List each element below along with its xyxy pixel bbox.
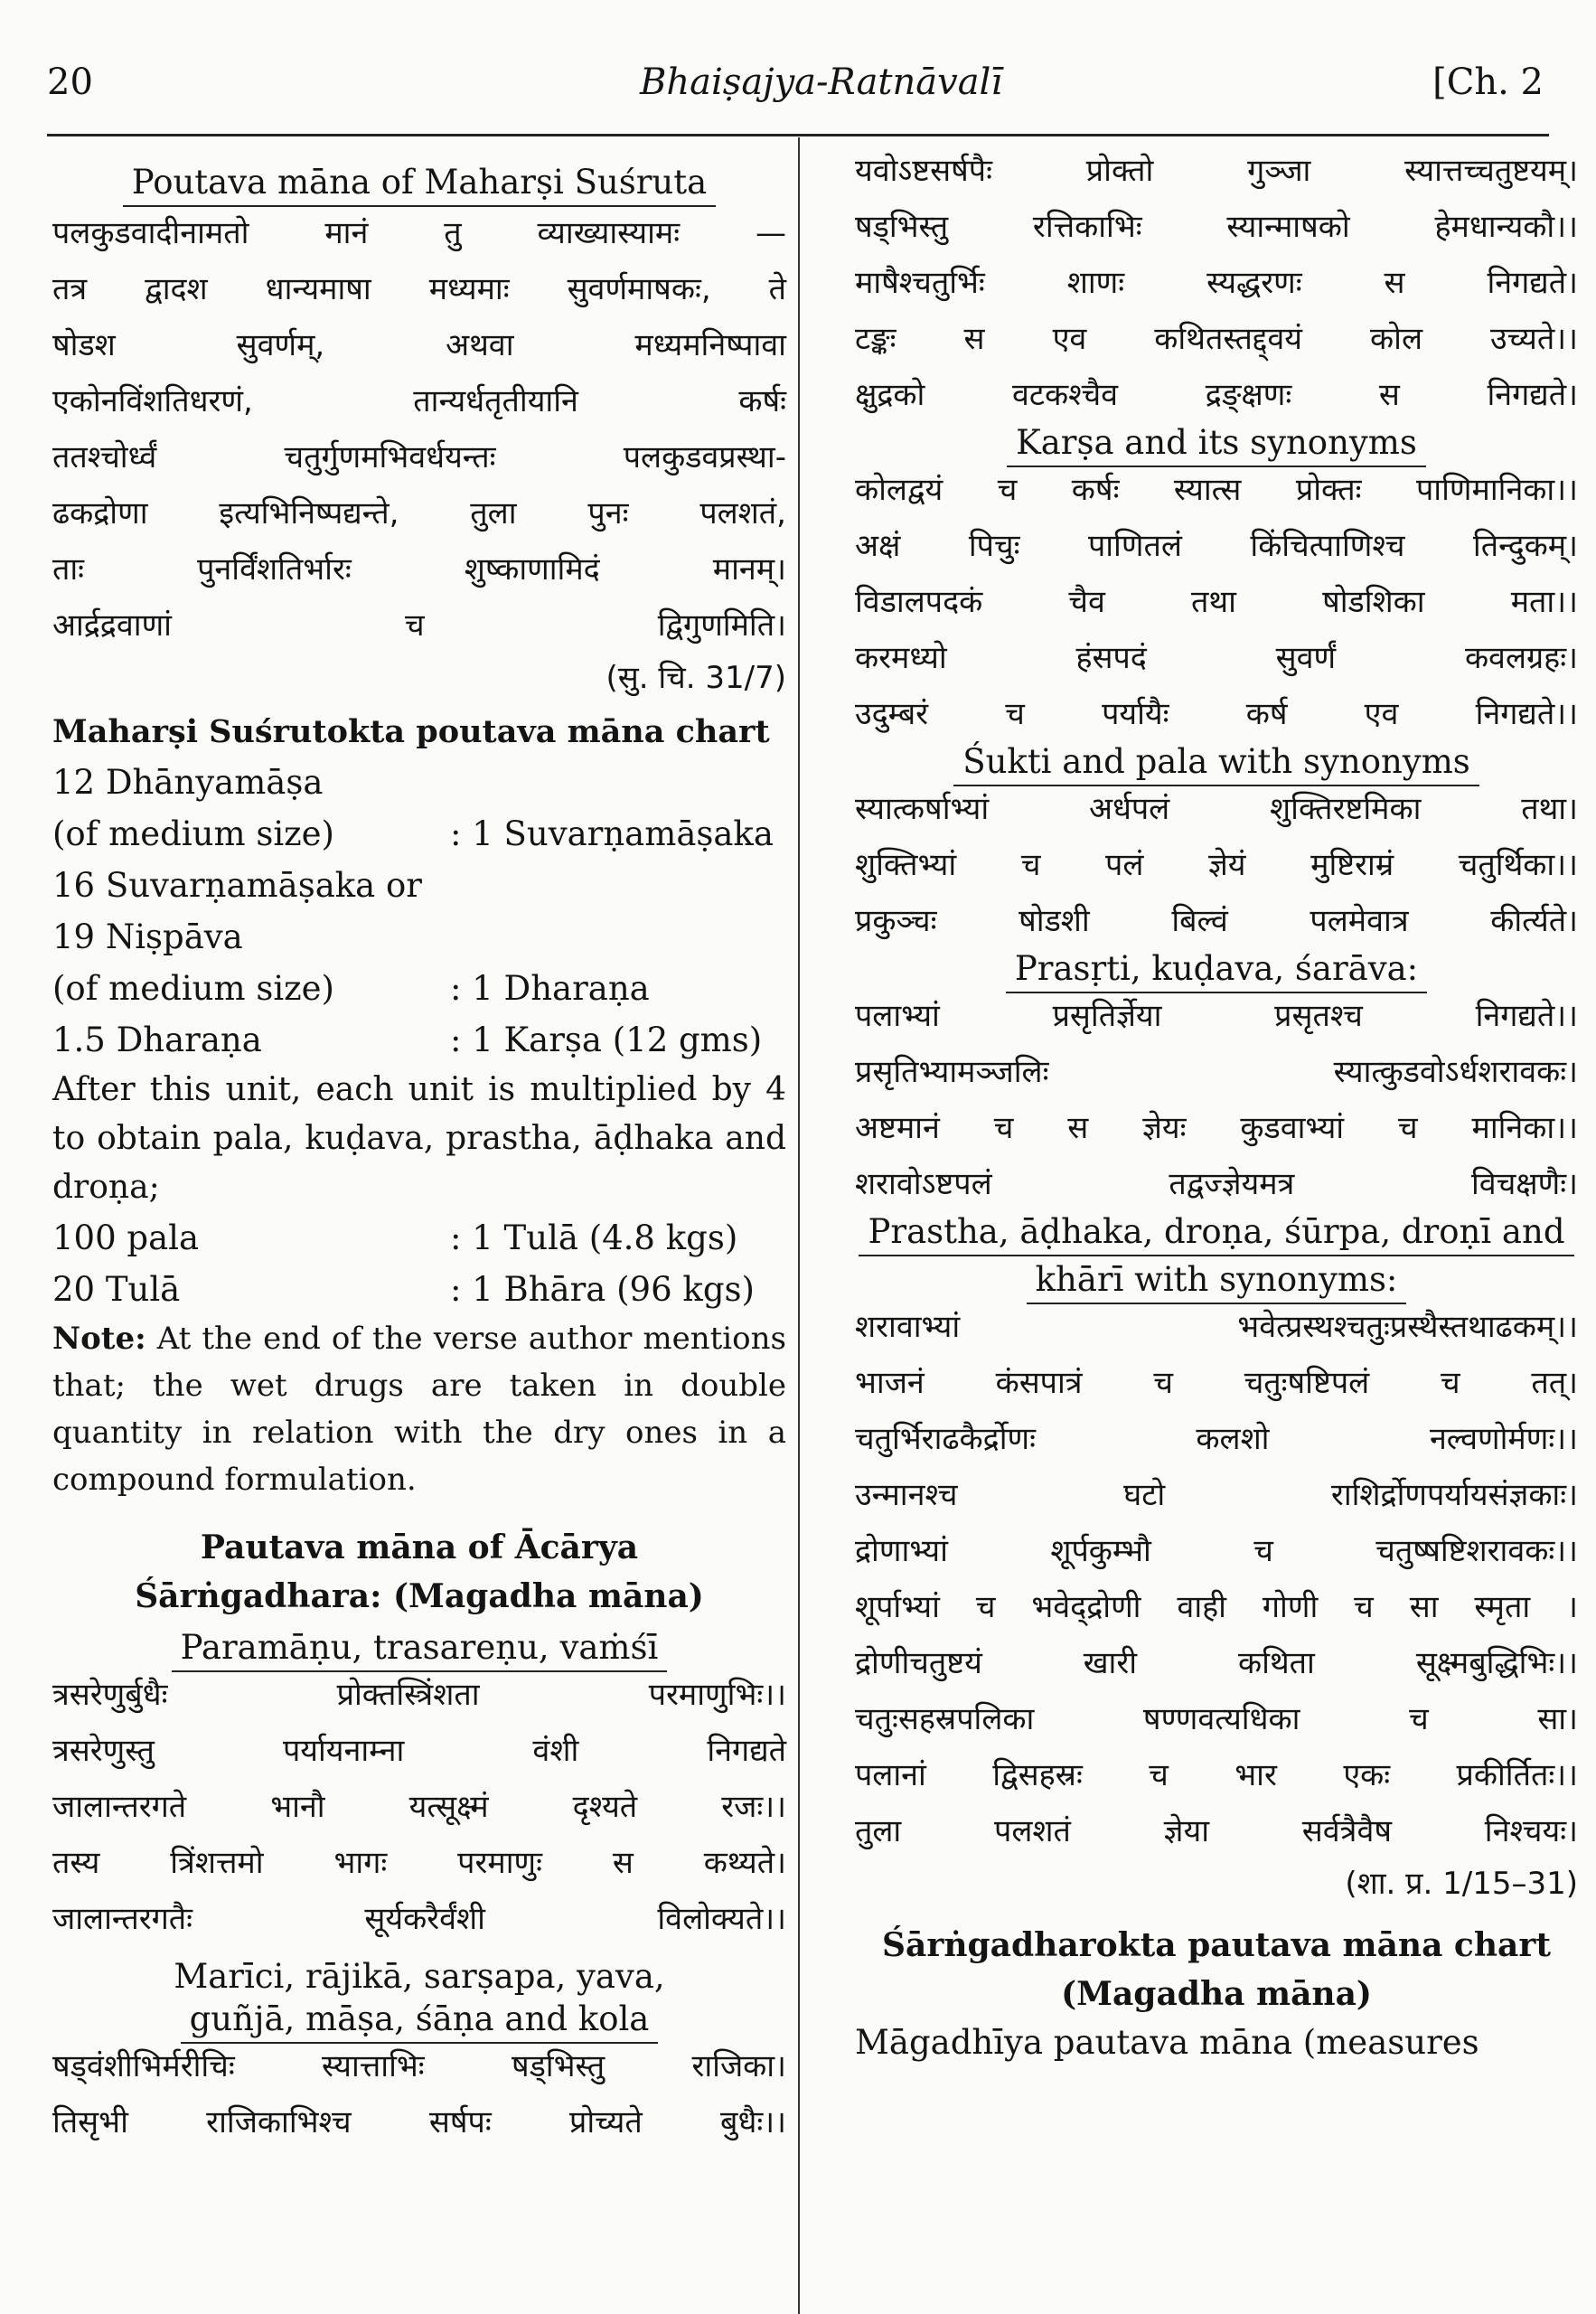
chart-equivalent: : 1 Tulā (4.8 kgs): [450, 1218, 738, 1257]
yava-verse-line: माषैश्चतुर्भिः शाणः स्यद्धरणः स निगद्यते।: [855, 265, 1578, 301]
right-column: [855, 137, 1578, 2067]
heading-sarngadhara-chart-2: (Magadha māna): [1061, 1975, 1372, 2013]
chart-row: [52, 911, 786, 963]
paramanu-verse-line: त्रसरेणुस्तु पर्यायनाम्ना वंशी निगद्यते: [52, 1733, 786, 1769]
prasrti-verses: [855, 988, 1578, 1212]
heading-sarngadhara-chart-1: Śārṅgadharokta pautava māna chart: [882, 1926, 1551, 1964]
chart-quantity: (of medium size): [52, 814, 334, 853]
yava-verse-line: टङ्कः स एव कथितस्तद्द्वयं कोल उच्यते।।: [855, 321, 1578, 357]
heading-sukti: Śukti and pala with synonyms: [855, 742, 1578, 781]
note: [52, 1315, 786, 1503]
heading-sarngadhara-2: Śārṅgadhara: (Magadha māna): [135, 1577, 704, 1615]
heading-susruta: Poutava māna of Maharṣi Suśruta: [52, 163, 786, 202]
karsa-verse-line: कोलद्वयं च कर्षः स्यात्स प्रोक्तः पाणिमानिका।।: [855, 472, 1578, 508]
multiplier-text: After this unit, each unit is multiplied by 4 to obtain pala, kuḍava, prastha, āḍhaka and droṇa;: [52, 1071, 786, 1206]
prastha-verse-line: पलानां द्विसहस्रः च भार एकः प्रकीर्तितः।।: [855, 1757, 1578, 1793]
chart-row: [52, 757, 786, 808]
susruta-chart-2: [52, 1212, 786, 1315]
chart-quantity: 100 pala: [52, 1218, 200, 1257]
yava-verse-line: यवोऽष्टसर्षपैः प्रोक्तो गुञ्जा स्यात्तच्चतुष्टयम्।: [855, 153, 1578, 189]
chart-quantity: 19 Niṣpāva: [52, 917, 243, 956]
reference-sarngadhara: (शा. प्र. 1/15–31): [1345, 1866, 1578, 1902]
susruta-passage-line: पलकुडवादीनामतो मानं तु व्याख्यास्यामः —: [52, 215, 786, 251]
sukti-verse-line: स्यात्कर्षाभ्यां अर्धपलं शुक्तिरष्टमिका तथा।: [855, 791, 1578, 827]
marici-verse-line: तिसृभी राजिकाभिश्च सर्षपः प्रोच्यते बुधैः।।: [52, 2104, 786, 2140]
chart-row: [52, 860, 786, 911]
heading-sarngadhara-1: Pautava māna of Ācārya: [200, 1529, 639, 1566]
karsa-verse-line: उदुम्बरं च पर्यायैः कर्ष एव निगद्यते।।: [855, 696, 1578, 732]
chart-quantity: 20 Tulā: [52, 1270, 181, 1309]
prasrti-verse-line: शरावोऽष्टपलं तद्वज्ज्ञेयमत्र विचक्षणैः।: [855, 1166, 1578, 1202]
susruta-passage-line: ढकद्रोणा इत्यभिनिष्पद्यन्ते, तुला पुनः पलशतं,: [52, 495, 786, 531]
chart-row: [52, 808, 786, 860]
magadhiya-text: Māgadhīya pautava māna (measures: [855, 2023, 1479, 2062]
marici-verses: [52, 2038, 786, 2150]
karsa-verse-line: करमध्यो हंसपदं सुवर्णं कवलग्रहः।: [855, 640, 1578, 676]
chart-equivalent: : 1 Karṣa (12 gms): [450, 1021, 763, 1059]
chart-row: [52, 1212, 786, 1264]
sukti-verse-line: प्रकुञ्चः षोडशी बिल्वं पलमेवात्र कीर्त्यते।: [855, 903, 1578, 939]
susruta-chart: [52, 757, 786, 1066]
paramanu-verses: [52, 1667, 786, 1947]
prastha-verses: [855, 1299, 1578, 1859]
karsa-verses: [855, 462, 1578, 742]
heading-prastha-1: Prastha, āḍhaka, droṇa, śūrpa, droṇī and: [840, 1212, 1592, 1251]
chart-quantity: 1.5 Dharaṇa: [52, 1021, 262, 1059]
prastha-verse-line: भाजनं कंसपात्रं च चतुःषष्टिपलं च तत्।: [855, 1365, 1578, 1401]
heading-marici-2: guñjā, māṣa, śāṇa and kola: [52, 1999, 786, 2038]
susruta-passage-line: आर्द्रद्रवाणां च द्विगुणमिति।: [52, 607, 786, 644]
prasrti-verse-line: पलाभ्यां प्रसृतिर्ज्ञेया प्रसृतश्च निगद्यते।।: [855, 998, 1578, 1034]
column-divider: [798, 137, 800, 2314]
paramanu-verse-line: तस्य त्रिंशत्तमो भागः परमाणुः स कथ्यते।: [52, 1845, 786, 1881]
note-label: Note:: [52, 1321, 146, 1357]
prastha-verse-line: शूर्पाभ्यां च भवेद्द्रोणी वाही गोणी च सा स्मृता ।: [855, 1589, 1578, 1625]
susruta-passage-line: एकोनविंशतिधरणं, तान्यर्धतृतीयानि कर्षः: [52, 383, 786, 419]
heading-prasrti: Prasṛti, kuḍava, śarāva:: [855, 949, 1578, 988]
reference-susruta: (सु. चि. 31/7): [606, 660, 786, 696]
heading-karsa: Karṣa and its synonyms: [855, 423, 1578, 462]
heading-marici-1: Marīci, rājikā, sarṣapa, yava,: [174, 1957, 665, 1996]
prastha-verse-line: द्रोणाभ्यां शूर्पकुम्भौ च चतुष्षष्टिशरावकः।।: [855, 1533, 1578, 1569]
chart-quantity: (of medium size): [52, 969, 334, 1008]
susruta-passage-line: तत्र द्वादश धान्यमाषा मध्यमाः सुवर्णमाषकः, ते: [52, 271, 786, 307]
chart-row: [52, 1264, 786, 1315]
yava-verse-line: क्षुद्रको वटकश्चैव द्रङ्क्षणः स निगद्यते।: [855, 377, 1578, 413]
susruta-passage: [52, 205, 786, 654]
prastha-verse-line: उन्मानश्च घटो राशिर्द्रोणपर्यायसंज्ञकाः।: [855, 1477, 1578, 1513]
chart-equivalent: : 1 Dharaṇa: [450, 969, 650, 1008]
heading-susruta-chart: Maharṣi Suśrutokta poutava māna chart: [52, 713, 770, 750]
yava-verses: [855, 143, 1578, 423]
paramanu-verse-line: त्रसरेणुर्बुधैः प्रोक्तस्त्रिंशता परमाणुभिः।।: [52, 1677, 786, 1713]
chapter-label: [Ch. 2: [1432, 61, 1544, 103]
prastha-verse-line: शरावाभ्यां भवेत्प्रस्थश्चतुःप्रस्थैस्तथाढकम्।।: [855, 1309, 1578, 1345]
prastha-verse-line: द्रोणीचतुष्टयं खारी कथिता सूक्ष्मबुद्धिभिः।।: [855, 1645, 1578, 1681]
yava-verse-line: षड्भिस्तु रत्तिकाभिः स्यान्माषको हेमधान्यकौ।।: [855, 209, 1578, 245]
susruta-passage-line: ताः पुनर्विंशतिर्भारः शुष्काणामिदं मानम्।: [52, 551, 786, 588]
paramanu-verse-line: जालान्तरगतैः सूर्यकरैर्वंशी विलोक्यते।।: [52, 1901, 786, 1937]
prastha-verse-line: चतुर्भिराढकैर्द्रोणः कलशो नल्वणोर्मणः।।: [855, 1421, 1578, 1457]
note-text: At the end of the verse author mentions that; the wet drugs are taken in double quantity in relation with the dry ones in a compound formulation.: [52, 1321, 786, 1498]
karsa-verse-line: विडालपदकं चैव तथा षोडशिका मता।।: [855, 584, 1578, 620]
sukti-verses: [855, 781, 1578, 949]
chart-row: [52, 963, 786, 1014]
running-title: Bhaiṣajya-Ratnāvalī: [640, 61, 1003, 103]
marici-verse-line: षड्वंशीभिर्मरीचिः स्यात्ताभिः षड्भिस्तु राजिका।: [52, 2048, 786, 2084]
chart-equivalent: : 1 Bhāra (96 kgs): [450, 1270, 755, 1309]
prastha-verse-line: चतुःसहस्रपलिका षण्णवत्यधिका च सा।: [855, 1701, 1578, 1737]
susruta-passage-line: षोडश सुवर्णम्, अथवा मध्यमनिष्पावा: [52, 327, 786, 363]
chart-equivalent: : 1 Suvarṇamāṣaka: [450, 814, 774, 853]
karsa-verse-line: अक्षं पिचुः पाणितलं किंचित्पाणिश्च तिन्दुकम्।: [855, 528, 1578, 564]
page-number: 20: [47, 61, 93, 103]
chart-quantity: 12 Dhānyamāṣa: [52, 763, 324, 802]
paramanu-verse-line: जालान्तरगते भानौ यत्सूक्ष्मं दृश्यते रजः।।: [52, 1789, 786, 1825]
left-column: [52, 137, 786, 2150]
heading-paramanu: Paramāṇu, trasareṇu, vaṁśī: [52, 1628, 786, 1667]
heading-prastha-2: khārī with synonyms:: [855, 1260, 1578, 1299]
chart-row: [52, 1014, 786, 1066]
susruta-passage-line: ततश्चोर्ध्वं चतुर्गुणमभिवर्धयन्तः पलकुडवप्रस्था-: [52, 439, 786, 475]
prasrti-verse-line: प्रसृतिभ्यामञ्जलिः स्यात्कुडवोऽर्धशरावकः।: [855, 1054, 1578, 1090]
header-rule: [47, 134, 1549, 136]
sukti-verse-line: शुक्तिभ्यां च पलं ज्ञेयं मुष्टिराम्रं चतुर्थिका।।: [855, 847, 1578, 883]
chart-quantity: 16 Suvarṇamāṣaka or: [52, 866, 422, 905]
prastha-verse-line: तुला पलशतं ज्ञेया सर्वत्रैवैष निश्चयः।: [855, 1813, 1578, 1849]
prasrti-verse-line: अष्टमानं च स ज्ञेयः कुडवाभ्यां च मानिका।।: [855, 1110, 1578, 1146]
